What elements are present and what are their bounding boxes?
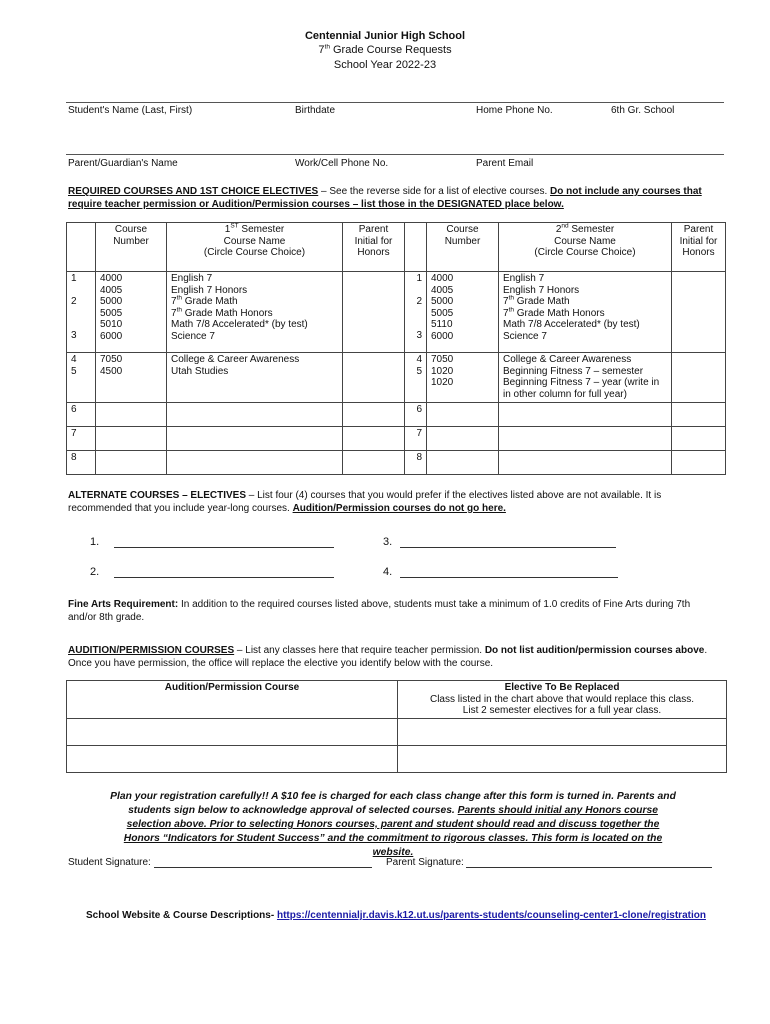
- registration-link[interactable]: https://centennialjr.davis.k12.ut.us/parents-students/counseling-center1-clone/registration: [276, 910, 706, 921]
- row-numbers: 4 5: [67, 353, 96, 403]
- row-numbers-2: 4 5: [405, 353, 427, 403]
- elective-replaced-cell[interactable]: [398, 745, 727, 772]
- parent-initial-honors-header-2: Parent Initial for Honors: [672, 223, 726, 272]
- student-signature-line[interactable]: [154, 858, 372, 868]
- work-phone-label: Work/Cell Phone No.: [295, 158, 389, 169]
- table-row: [67, 427, 726, 451]
- alternate-input-1[interactable]: [114, 538, 334, 548]
- alternate-warning: Audition/Permission courses do not go here.: [292, 503, 506, 514]
- parent-initial-cell-2[interactable]: [672, 272, 726, 353]
- alternate-instructions: ALTERNATE COURSES – ELECTIVES – List four (4) courses that you would prefer if the electives listed above are not available. It is recommended that you include year-long courses. Audition/Permission courses do not go here.: [68, 490, 662, 514]
- row-numbers-2: 1 2 3: [405, 272, 427, 353]
- birthdate-label: Birthdate: [295, 105, 336, 116]
- alternate-input-4[interactable]: [400, 568, 618, 578]
- course-number-header: Course Number: [96, 223, 167, 272]
- course-codes: 4000 4005 5000 5005 5010 6000: [96, 272, 167, 353]
- required-instructions: REQUIRED COURSES AND 1ST CHOICE ELECTIVES – See the reverse side for a list of elective courses. Do not include any courses that require teacher permission or Audition/Permission courses – list those in the DESIGNATED place below.: [68, 186, 702, 210]
- parent-initial-cell-2[interactable]: [672, 353, 726, 403]
- parent-signature-line[interactable]: [466, 858, 712, 868]
- alternate-input-3[interactable]: [400, 538, 616, 548]
- sixth-grade-school-label: 6th Gr. School: [611, 105, 675, 116]
- course-code-cell-2[interactable]: [427, 403, 499, 427]
- course-codes-2: 4000 4005 5000 5005 5110 6000: [427, 272, 499, 353]
- course-names-2[interactable]: College & Career Awareness Beginning Fitness 7 – semester Beginning Fitness 7 – year (write in in other column for full year): [499, 353, 672, 403]
- alternate-item-1: 1.: [90, 536, 100, 548]
- parent-initial-honors-header: Parent Initial for Honors: [343, 223, 405, 272]
- course-code-cell[interactable]: [96, 403, 167, 427]
- website-label: School Website & Course Descriptions-: [86, 910, 275, 921]
- row-number-header: [67, 223, 96, 272]
- school-year: School Year 2022-23: [333, 59, 437, 71]
- alternate-heading: ALTERNATE COURSES – ELECTIVES: [68, 490, 246, 501]
- row-number: 7: [67, 427, 96, 451]
- plan-notice: Plan your registration carefully!! A $10 fee is charged for each class change after this form is turned in. Parents and students sign below to acknowledge approval of selected courses. Parents should initial any Honors course selection above. Prior to selecting Honors courses, parent and student should read and discuss together the Honors “Indicators for Student Success” and the commitment to rigorous classes. This form is located on the website.: [110, 791, 676, 858]
- row-number-header-2: [405, 223, 427, 272]
- parent-initial-cell[interactable]: [343, 403, 405, 427]
- row-number-2: 6: [405, 403, 427, 427]
- table-row: [67, 353, 726, 403]
- elective-replaced-cell[interactable]: [398, 718, 727, 745]
- course-codes-2: 7050 1020 1020: [427, 353, 499, 403]
- parent-initial-cell-2[interactable]: [672, 403, 726, 427]
- course-request-table: [66, 222, 726, 475]
- course-code-cell[interactable]: [96, 427, 167, 451]
- parent-initial-cell[interactable]: [343, 427, 405, 451]
- parent-initial-cell[interactable]: [343, 353, 405, 403]
- elective-replaced-header: Elective To Be Replaced Class listed in the chart above that would replace this class. List 2 semester electives for a full year class.: [398, 681, 727, 719]
- course-number-header-2: Course Number: [427, 223, 499, 272]
- course-codes: 7050 4500: [96, 353, 167, 403]
- alternate-item-4: 4.: [383, 566, 393, 578]
- course-name-cell-2[interactable]: [499, 403, 672, 427]
- row-numbers: 1 2 3: [67, 272, 96, 353]
- table-row: [67, 272, 726, 353]
- row-number-2: 7: [405, 427, 427, 451]
- field-line-2[interactable]: [66, 154, 724, 155]
- home-phone-label: Home Phone No.: [476, 105, 553, 116]
- table-header-row: [67, 223, 726, 272]
- course-code-cell[interactable]: [96, 451, 167, 475]
- course-name-cell-2[interactable]: [499, 451, 672, 475]
- table-row: [67, 718, 727, 745]
- alternate-input-2[interactable]: [114, 568, 334, 578]
- audition-course-cell[interactable]: [67, 718, 398, 745]
- course-name-cell[interactable]: [167, 403, 343, 427]
- fine-arts-requirement: Fine Arts Requirement: In addition to the required courses listed above, students must take a minimum of 1.0 credits of Fine Arts during 7th and/or 8th grade.: [68, 599, 691, 623]
- required-warning: Do not include any courses that require teacher permission or Audition/Permission courses – list those in the DESIGNATED place below.: [68, 186, 702, 210]
- field-line-1[interactable]: [66, 102, 724, 103]
- course-name-cell[interactable]: [167, 427, 343, 451]
- table-row: [67, 403, 726, 427]
- guardian-name-label: Parent/Guardian's Name: [68, 158, 178, 169]
- semester1-header: 1ST Semester Course Name (Circle Course Choice): [167, 223, 343, 272]
- parent-initial-cell-2[interactable]: [672, 427, 726, 451]
- audition-course-header: Audition/Permission Course: [67, 681, 398, 719]
- audition-heading: AUDITION/PERMISSION COURSES: [68, 645, 235, 656]
- course-code-cell-2[interactable]: [427, 451, 499, 475]
- row-number: 6: [67, 403, 96, 427]
- website-footer: [86, 910, 706, 921]
- course-name-cell-2[interactable]: [499, 427, 672, 451]
- course-names[interactable]: English 7 English 7 Honors 7th Grade Math 7th Grade Math Honors Math 7/8 Accelerated* (by test) Science 7: [167, 272, 343, 353]
- parent-initial-cell[interactable]: [343, 451, 405, 475]
- course-name-cell[interactable]: [167, 451, 343, 475]
- row-number-2: 8: [405, 451, 427, 475]
- parent-signature-label: Parent Signature:: [386, 857, 464, 868]
- table-row: [67, 745, 727, 772]
- alternate-item-2: 2.: [90, 566, 100, 578]
- audition-header-row: [67, 681, 727, 719]
- alternate-item-3: 3.: [383, 536, 393, 548]
- school-title: Centennial Junior High School: [304, 30, 466, 42]
- audition-permission-table: [66, 680, 727, 773]
- course-names-2[interactable]: English 7 English 7 Honors 7th Grade Math 7th Grade Math Honors Math 7/8 Accelerated* (by test) Science 7: [499, 272, 672, 353]
- semester2-header: 2nd Semester Course Name (Circle Course Choice): [499, 223, 672, 272]
- student-name-label: Student's Name (Last, First): [68, 105, 193, 116]
- audition-course-cell[interactable]: [67, 745, 398, 772]
- form-subtitle: 7th Grade Course Requests: [318, 43, 452, 56]
- course-code-cell-2[interactable]: [427, 427, 499, 451]
- student-signature-label: Student Signature:: [68, 857, 151, 868]
- required-heading: REQUIRED COURSES AND 1ST CHOICE ELECTIVES: [68, 186, 319, 197]
- table-row: [67, 451, 726, 475]
- row-number: 8: [67, 451, 96, 475]
- parent-initial-cell[interactable]: [343, 272, 405, 353]
- audition-instructions: AUDITION/PERMISSION COURSES – List any classes here that require teacher permission. Do not list audition/permission courses above. Once you have permission, the office will replace the elective you identify below with the course.: [68, 645, 708, 669]
- parent-email-label: Parent Email: [476, 158, 534, 169]
- parent-initial-cell-2[interactable]: [672, 451, 726, 475]
- course-names[interactable]: College & Career Awareness Utah Studies: [167, 353, 343, 403]
